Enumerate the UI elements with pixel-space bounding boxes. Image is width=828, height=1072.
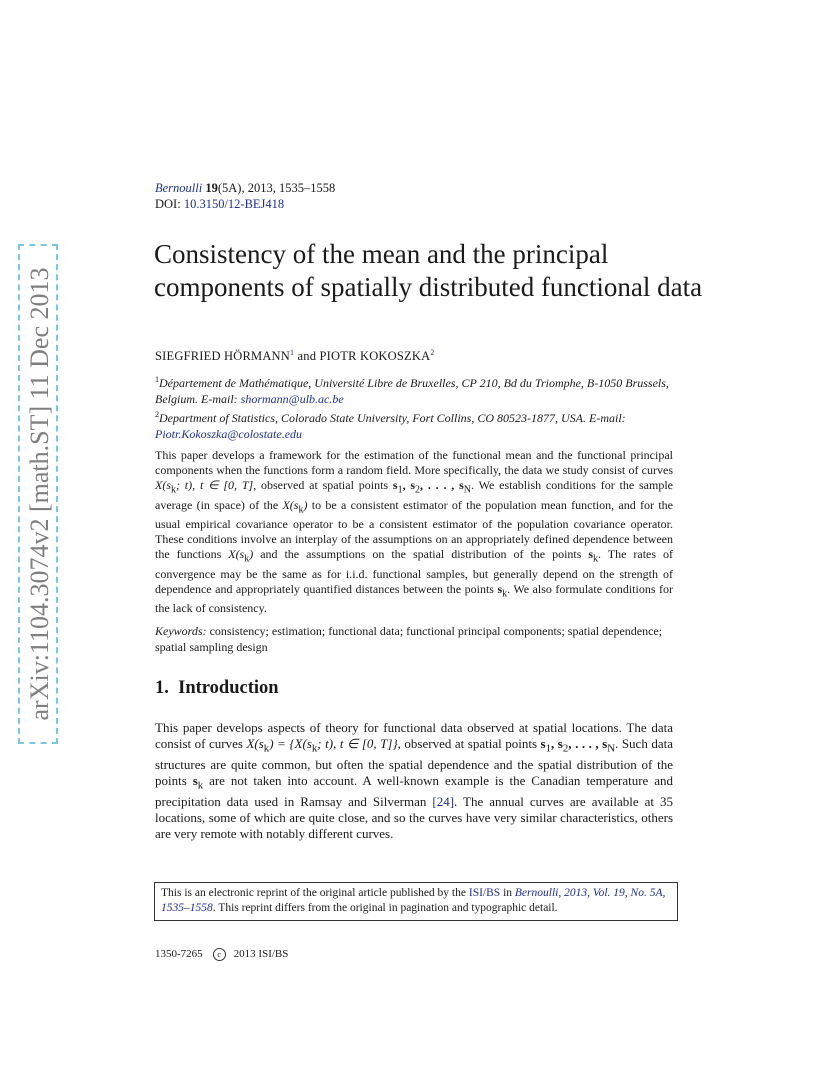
reprint-text: in [500, 887, 515, 899]
intro-math-sub: 1 [545, 742, 552, 755]
affiliations [155, 372, 675, 442]
affiliation-2-text: Department of Statistics, Colorado State University, Fort Collins, CO 80523-1877, USA. E-mail: [159, 411, 626, 425]
journal-volume: 19 [205, 181, 218, 195]
abstract-math-sub: 1 [397, 484, 403, 496]
abstract-math: , s [402, 478, 416, 493]
abstract [155, 448, 673, 617]
journal-link[interactable]: Bernoulli [155, 181, 203, 195]
intro-math: s [192, 772, 198, 788]
affiliation-2-email-link[interactable]: Piotr.Kokoszka@colostate.edu [155, 427, 303, 441]
section-number: 1. [155, 678, 169, 698]
affiliation-2 [155, 407, 675, 442]
author-1-affil-mark[interactable]: 1 [290, 348, 295, 357]
abstract-text: to be a consistent estimator of the population mean function, and for the usual empirical covariance operator to be a consistent estimator of the population covariance operator. These conditions involve an interplay of the assumptions on an appropriately defined dependence between the functions [155, 497, 674, 562]
doi-line [155, 197, 284, 212]
abstract-math: ) [249, 547, 254, 562]
intro-text: , observed at spatial points [397, 735, 541, 751]
abstract-math: ; t), t ∈ [0, T] [176, 478, 254, 493]
intro-math-sub: N [607, 742, 616, 755]
intro-text: . Such data structures are quite common, but often the spatial dependence and the spatial distribution of the points [155, 735, 673, 788]
abstract-math-sub: N [463, 484, 472, 496]
keywords [155, 624, 673, 655]
abstract-math-sub: k [593, 553, 599, 565]
copyright-line [155, 948, 288, 961]
journal-reference-link[interactable]: Bernoulli, 2013, Vol. 19, No. 5A, 1535–1558 [161, 887, 666, 914]
intro-math: s [540, 735, 546, 751]
copyright-year-org: 2013 ISI/BS [233, 948, 289, 960]
reprint-notice-box [154, 882, 678, 921]
intro-math: ; t), t ∈ [0, T]} [317, 735, 398, 751]
abstract-math-sub: k [298, 504, 304, 516]
abstract-math-sub: k [244, 553, 250, 565]
author-2: PIOTR KOKOSZKA [319, 349, 431, 364]
intro-math-sub: 2 [562, 742, 569, 755]
author-1: SIEGFRIED HÖRMANN [155, 349, 291, 364]
affiliation-1 [155, 372, 675, 407]
abstract-math: X(s [282, 497, 299, 512]
abstract-math: s [588, 547, 594, 562]
copyright-icon: c [213, 948, 226, 961]
abstract-text: . The rates of convergence may be the same as for i.i.d. functional samples, but generally depend on the strength of dependence and appropriately quantified distances between the points [155, 547, 673, 596]
section-title: Introduction [178, 678, 279, 698]
abstract-text: , observed at spatial points [253, 478, 393, 493]
abstract-text: . We establish conditions for the sample average (in space) of the [155, 478, 673, 512]
doi-link[interactable]: 10.3150/12-BEJ418 [183, 197, 285, 211]
arxiv-stamp[interactable]: arXiv:1104.3074v2 [math.ST] 11 Dec 2013 [18, 244, 58, 744]
abstract-math-sub: 2 [415, 484, 421, 496]
author-2-affil-mark[interactable]: 2 [430, 348, 435, 357]
intro-text: This paper develops aspects of theory for functional data observed at spatial locations. The data consist of curves [155, 720, 673, 751]
affiliation-2-mark: 2 [155, 410, 159, 419]
doi-label: DOI: [155, 197, 181, 211]
journal-citation [155, 180, 335, 196]
issn: 1350-7265 [155, 948, 203, 960]
intro-math-sub: k [311, 742, 318, 755]
reprint-text: . This reprint differs from the original in pagination and typographic detail. [212, 902, 558, 914]
affiliation-1-email-link[interactable]: shormann@ulb.ac.be [240, 392, 344, 406]
abstract-math: X(s [228, 547, 245, 562]
affiliation-1-mark: 1 [155, 375, 159, 384]
reprint-text: This is an electronic reprint of the original article published by the [161, 887, 469, 899]
intro-math: , . . . , s [568, 735, 608, 751]
author-line [155, 348, 435, 364]
abstract-math: X(s [155, 478, 171, 493]
intro-math-sub: k [197, 779, 204, 792]
abstract-math: s [392, 478, 398, 493]
isibs-link[interactable]: ISI/BS [468, 887, 501, 899]
abstract-math-sub: k [171, 484, 176, 496]
abstract-text: This paper develops a framework for the estimation of the functional mean and the functional principal components when the functions form a random field. More specifically, the data we study consist of curves [155, 448, 673, 478]
author-conjunction: and [297, 349, 317, 364]
journal-issue-pages: (5A), 2013, 1535–1558 [217, 181, 336, 195]
intro-math: X(s [246, 735, 264, 751]
affiliation-1-text: Département de Mathématique, Université Libre de Bruxelles, CP 210, Bd du Triomphe, B-1050 Brussels, Belgium. E-mail: [155, 376, 669, 406]
abstract-math: ) [303, 497, 308, 512]
paper-title: Consistency of the mean and the principal components of spatially distributed functional data [154, 239, 703, 302]
intro-text: . The annual curves are available at 35 locations, some of which are quite close, and so the curves have very similar characteristics, others are very remote with notably different curves. [155, 794, 673, 841]
section-heading-introduction [155, 678, 279, 699]
abstract-text: . We also formulate conditions for the lack of consistency. [155, 581, 673, 616]
keywords-text: consistency; estimation; functional data; functional principal components; spatial dependence; spatial sampling design [155, 624, 663, 654]
abstract-math: , . . . , s [420, 478, 464, 493]
keywords-label: Keywords: [155, 624, 207, 638]
intro-text: are not taken into account. A well-known example is the Canadian temperature and precipitation data used in Ramsay and Silverman [155, 772, 673, 810]
intro-math: ) = {X(s [269, 735, 312, 751]
introduction-paragraph [155, 720, 673, 842]
intro-math: , s [551, 735, 563, 751]
arxiv-stamp-wrapper [18, 244, 58, 744]
citation-link[interactable]: [24] [432, 794, 455, 810]
intro-math-sub: k [263, 742, 270, 755]
abstract-math: s [497, 581, 503, 596]
abstract-text: and the assumptions on the spatial distribution of the points [253, 547, 589, 562]
abstract-math-sub: k [502, 588, 508, 600]
